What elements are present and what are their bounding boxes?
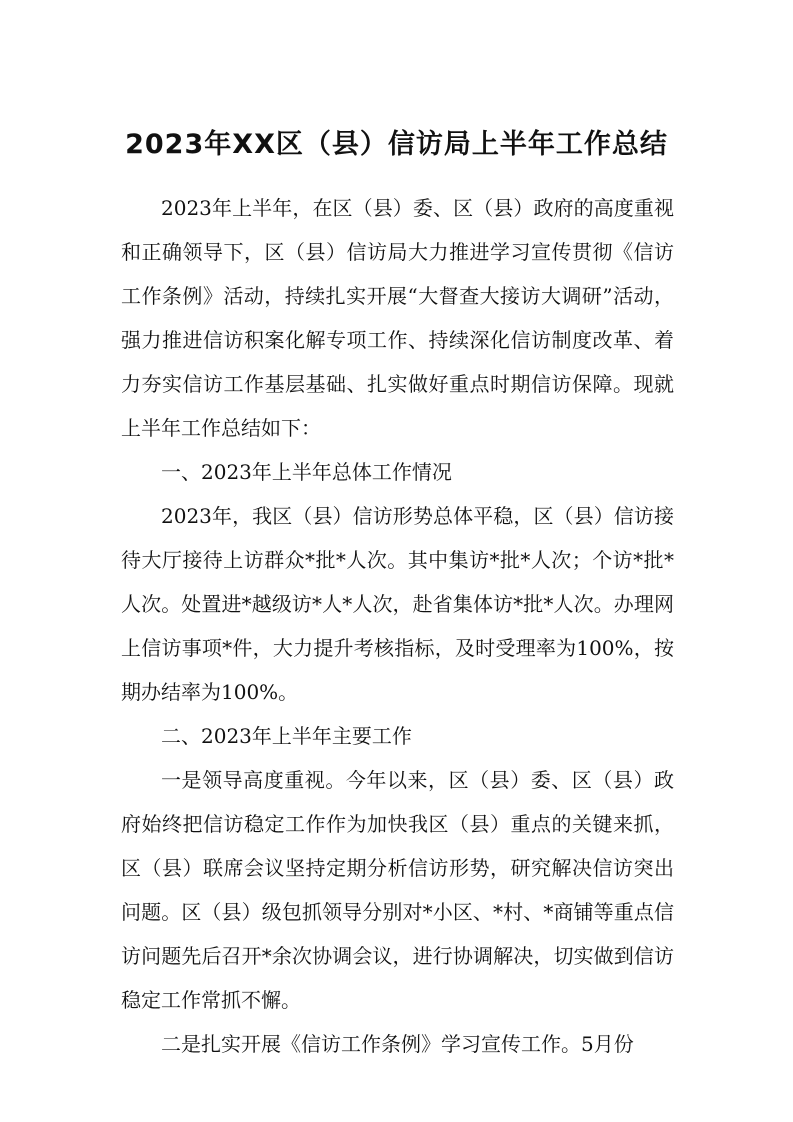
document-title: 2023年XX区（县）信访局上半年工作总结 — [125, 129, 668, 160]
overview-paragraph: 2023年，我区（县）信访形势总体平稳，区（县）信访接待大厅接待上访群众*批*人次。其中集访*批*人次；个访*批*人次。处置进*越级访*人*人次，赴省集体访*批*人次。办理网上信访事项*件，大力提升考核指标，及时受理率为100%，按期办结率为100%。 — [121, 504, 674, 704]
section-heading-main-work: 二、2023年上半年主要工作 — [161, 724, 412, 748]
document-body — [121, 186, 674, 1066]
intro-paragraph: 2023年上半年，在区（县）委、区（县）政府的高度重视和正确领导下，区（县）信访局大力推进学习宣传贯彻《信访工作条例》活动，持续扎实开展“大督查大接访大调研”活动，强力推进信访积案化解专项工作、持续深化信访制度改革、着力夯实信访工作基层基础、扎实做好重点时期信访保障。现就上半年工作总结如下： — [121, 196, 674, 440]
leadership-paragraph: 一是领导高度重视。今年以来，区（县）委、区（县）政府始终把信访稳定工作作为加快我区（县）重点的关键来抓，区（县）联席会议坚持定期分析信访形势，研究解决信访突出问题。区（县）级包抓领导分别对*小区、*村、*商铺等重点信访问题先后召开*余次协调会议，进行协调解决，切实做到信访稳定工作常抓不懈。 — [121, 768, 674, 1012]
section-heading-overview: 一、2023年上半年总体工作情况 — [161, 460, 452, 484]
regulation-study-paragraph: 二是扎实开展《信访工作条例》学习宣传工作。5月份 — [161, 1032, 634, 1056]
